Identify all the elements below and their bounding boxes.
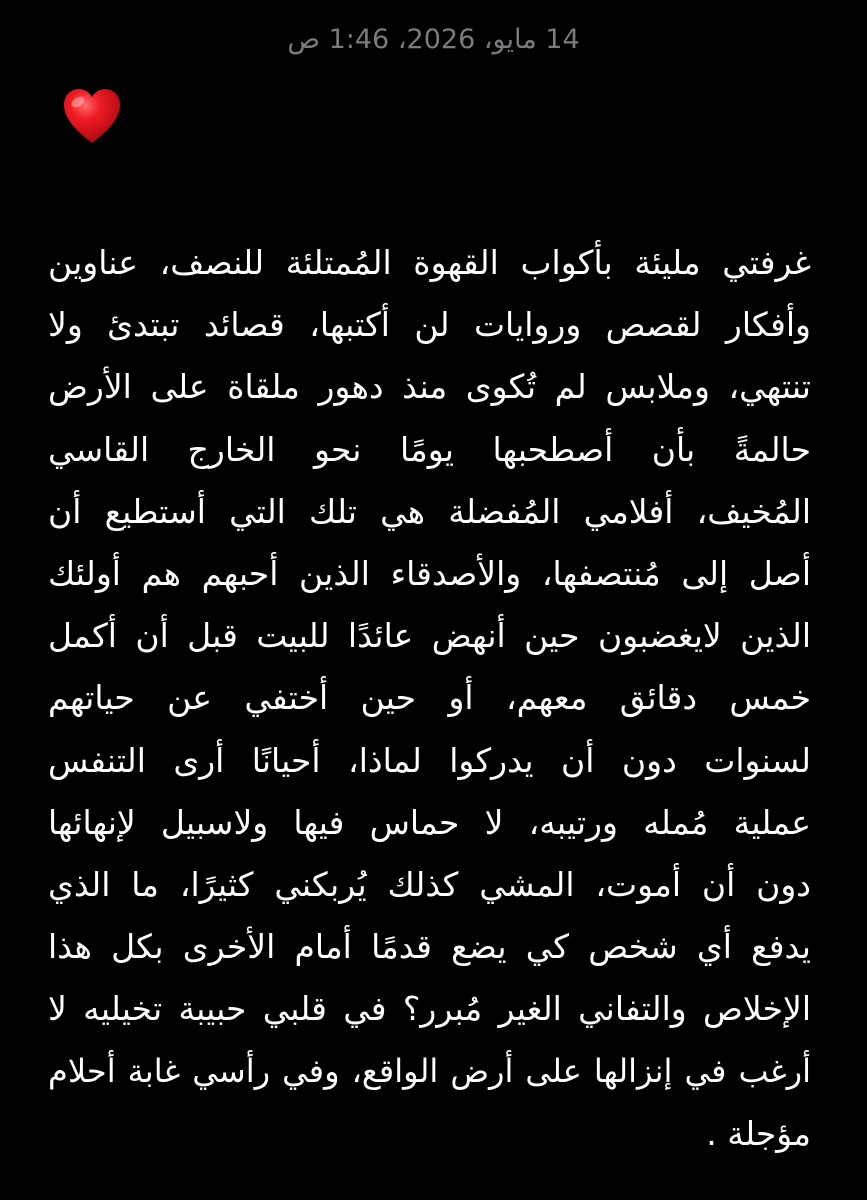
- note-line: المُخيف، أفلامي المُفضلة هي تلك التي أستطيع أن: [48, 491, 811, 531]
- note-line: غرفتي مليئة بأكواب القهوة المُمتلئة للنصف، عناوين: [48, 243, 811, 282]
- note-line: يدفع أي شخص كي يضع قدمًا أمام الأخرى بكل هذا: [48, 927, 811, 967]
- note-line: عملية مُمله ورتيبه، لا حماس فيها ولاسبيل لإنهائها: [48, 802, 811, 842]
- note-body[interactable]: [48, 232, 811, 1165]
- note-timestamp: 14 مايو، 2026، 1:46 ص: [287, 24, 580, 55]
- note-line: أصل إلى مُنتصفها، والأصدقاء الذين أحبهم هم أولئك: [48, 553, 811, 593]
- note-line: تنتهي، وملابس لم تُكوى منذ دهور ملقاة على الأرض: [48, 367, 811, 407]
- note-line: حالمةً بأن أصطحبها يومًا نحو الخارج القاسي: [48, 429, 811, 469]
- note-line: دون أن أموت، المشي كذلك يُربكني كثيرًا، ما الذي: [48, 864, 811, 904]
- note-line: أرغب في إنزالها على أرض الواقع، وفي رأسي غابة أحلام: [48, 1052, 811, 1091]
- note-line: وأفكار لقصص وروايات لن أكتبها، قصائد تبتدئ ولا: [48, 305, 811, 345]
- note-line: خمس دقائق معهم، أو حين أختفي عن حياتهم: [48, 678, 811, 718]
- note-line: الذين لايغضبون حين أنهض عائدًا للبيت قبل أن أكمل: [48, 616, 811, 656]
- note-line: الإخلاص والتفاني الغير مُبرر؟ في قلبي حبيبة تخيليه لا: [48, 989, 811, 1029]
- note-line: مؤجلة .: [706, 1113, 811, 1153]
- note-line: لسنوات دون أن يدركوا لماذا، أحيانًا أرى التنفس: [48, 740, 811, 780]
- heart-icon: [60, 86, 124, 146]
